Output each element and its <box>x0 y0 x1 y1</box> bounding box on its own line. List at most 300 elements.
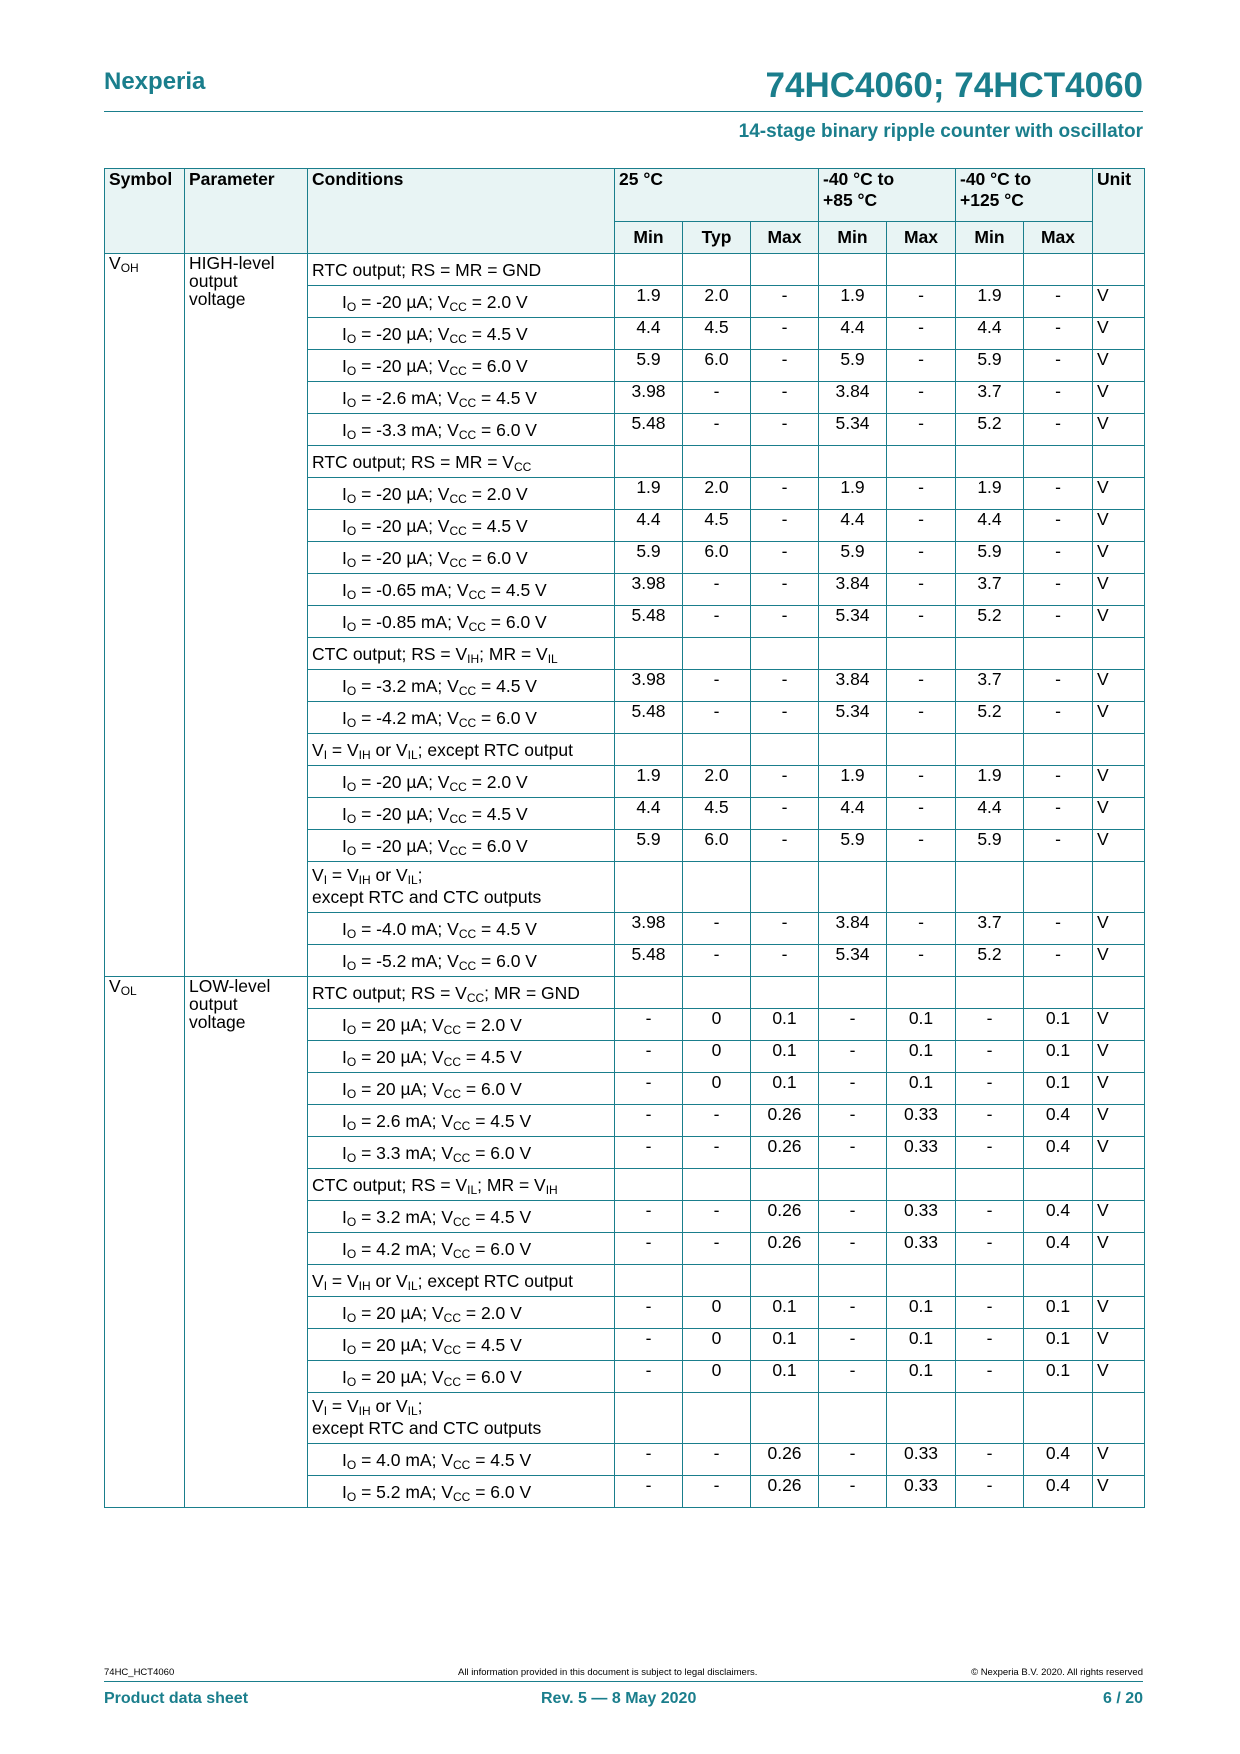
value-cell: - <box>1024 702 1093 734</box>
condition-cell: $I_O = 3.2$ mA; $V_{CC} = 4.5$ V <box>308 1201 615 1233</box>
value-cell: 0.1 <box>1024 1329 1093 1361</box>
value-cell: - <box>751 382 819 414</box>
value-cell: - <box>683 414 751 446</box>
value-cell <box>1024 977 1093 1009</box>
value-cell <box>683 446 751 478</box>
symbol-base: V <box>109 976 121 996</box>
value-cell: - <box>683 913 751 945</box>
condition-cell: $I_O = -5.2$ mA; $V_{CC} = 6.0$ V <box>308 945 615 977</box>
condition-cell: RTC output; RS = $V_{CC}$; MR = GND <box>308 977 615 1009</box>
value-cell: 0.1 <box>1024 1009 1093 1041</box>
value-cell: 0.4 <box>1024 1476 1093 1508</box>
value-cell: - <box>1024 606 1093 638</box>
value-cell: - <box>615 1297 683 1329</box>
value-cell <box>819 1169 887 1201</box>
header-conditions: Conditions <box>308 169 615 254</box>
condition-cell: $I_O = -20$ µA; $V_{CC} = 2.0$ V <box>308 286 615 318</box>
value-cell: 5.9 <box>819 350 887 382</box>
value-cell: 0.1 <box>751 1041 819 1073</box>
value-cell <box>1024 734 1093 766</box>
value-cell: 4.4 <box>956 510 1024 542</box>
value-cell: 5.2 <box>956 945 1024 977</box>
value-cell: 5.9 <box>819 830 887 862</box>
value-cell: 5.48 <box>615 414 683 446</box>
value-cell: 6.0 <box>683 350 751 382</box>
value-cell: 0 <box>683 1297 751 1329</box>
value-cell: - <box>683 1233 751 1265</box>
value-cell: - <box>615 1137 683 1169</box>
value-cell: - <box>1024 766 1093 798</box>
value-cell: - <box>1024 542 1093 574</box>
value-cell <box>751 977 819 1009</box>
value-cell: 3.7 <box>956 382 1024 414</box>
value-cell: - <box>683 1476 751 1508</box>
condition-cell: $I_O = 2.6$ mA; $V_{CC} = 4.5$ V <box>308 1105 615 1137</box>
parameter-cell: LOW-level output voltage <box>185 977 308 1508</box>
condition-cell: $I_O = 4.2$ mA; $V_{CC} = 6.0$ V <box>308 1233 615 1265</box>
value-cell <box>956 254 1024 286</box>
value-cell: - <box>615 1073 683 1105</box>
value-cell: 0.1 <box>1024 1361 1093 1393</box>
value-cell: - <box>1024 318 1093 350</box>
value-cell: 0.26 <box>751 1233 819 1265</box>
value-cell <box>1024 254 1093 286</box>
value-cell: 0.1 <box>887 1329 956 1361</box>
value-cell: 0 <box>683 1041 751 1073</box>
value-cell <box>887 734 956 766</box>
value-cell <box>615 254 683 286</box>
condition-cell: $I_O = 20$ µA; $V_{CC} = 6.0$ V <box>308 1361 615 1393</box>
value-cell: 0.1 <box>751 1073 819 1105</box>
value-cell: 0.1 <box>751 1361 819 1393</box>
value-cell: - <box>956 1297 1024 1329</box>
header-min: Min <box>956 222 1024 254</box>
value-cell <box>751 1393 819 1444</box>
value-cell: - <box>887 318 956 350</box>
unit-cell <box>1093 1169 1145 1201</box>
value-cell: 0.33 <box>887 1444 956 1476</box>
value-cell: 5.9 <box>615 830 683 862</box>
condition-cell: $I_O = -20$ µA; $V_{CC} = 6.0$ V <box>308 350 615 382</box>
value-cell: 5.9 <box>956 350 1024 382</box>
value-cell: - <box>887 414 956 446</box>
value-cell: - <box>615 1105 683 1137</box>
value-cell <box>956 1393 1024 1444</box>
unit-cell <box>1093 254 1145 286</box>
value-cell: - <box>683 1105 751 1137</box>
value-cell: - <box>751 913 819 945</box>
value-cell: 3.98 <box>615 574 683 606</box>
value-cell: 0.26 <box>751 1476 819 1508</box>
value-cell: 4.4 <box>615 798 683 830</box>
value-cell: - <box>819 1201 887 1233</box>
value-cell: - <box>683 606 751 638</box>
value-cell: 3.7 <box>956 574 1024 606</box>
value-cell: 1.9 <box>819 286 887 318</box>
value-cell: - <box>819 1137 887 1169</box>
unit-cell: V <box>1093 1297 1145 1329</box>
value-cell <box>751 638 819 670</box>
value-cell: - <box>819 1329 887 1361</box>
condition-cell: $I_O = -2.6$ mA; $V_{CC} = 4.5$ V <box>308 382 615 414</box>
header-symbol: Symbol <box>105 169 185 254</box>
value-cell: 5.34 <box>819 945 887 977</box>
value-cell: 3.84 <box>819 574 887 606</box>
value-cell: - <box>956 1201 1024 1233</box>
value-cell: - <box>751 414 819 446</box>
value-cell: 0.26 <box>751 1105 819 1137</box>
symbol-subscript: OH <box>120 261 139 275</box>
value-cell: - <box>615 1361 683 1393</box>
value-cell: - <box>683 382 751 414</box>
value-cell: - <box>819 1073 887 1105</box>
value-cell: 5.34 <box>819 606 887 638</box>
unit-cell: V <box>1093 574 1145 606</box>
condition-cell: $I_O = 20$ µA; $V_{CC} = 2.0$ V <box>308 1009 615 1041</box>
value-cell: 0 <box>683 1073 751 1105</box>
value-cell: - <box>1024 670 1093 702</box>
unit-cell: V <box>1093 945 1145 977</box>
value-cell: 0.1 <box>887 1361 956 1393</box>
value-cell <box>615 1169 683 1201</box>
value-cell: 4.5 <box>683 510 751 542</box>
value-cell: - <box>887 574 956 606</box>
condition-cell: $I_O = -20$ µA; $V_{CC} = 6.0$ V <box>308 542 615 574</box>
value-cell: - <box>683 670 751 702</box>
value-cell: - <box>887 510 956 542</box>
value-cell: 0 <box>683 1329 751 1361</box>
value-cell: 5.48 <box>615 606 683 638</box>
value-cell: 4.4 <box>819 510 887 542</box>
unit-cell: V <box>1093 1073 1145 1105</box>
value-cell: - <box>887 670 956 702</box>
value-cell <box>683 638 751 670</box>
value-cell: - <box>615 1009 683 1041</box>
value-cell: - <box>887 830 956 862</box>
value-cell: - <box>887 286 956 318</box>
unit-cell: V <box>1093 1137 1145 1169</box>
value-cell: 1.9 <box>956 478 1024 510</box>
value-cell: - <box>956 1233 1024 1265</box>
footer-copyright: © Nexperia B.V. 2020. All rights reserved <box>971 1667 1143 1678</box>
value-cell <box>956 734 1024 766</box>
value-cell <box>1024 1265 1093 1297</box>
condition-cell: $I_O = -20$ µA; $V_{CC} = 4.5$ V <box>308 510 615 542</box>
value-cell: - <box>1024 798 1093 830</box>
condition-cell: $V_I = V_{IH}$ or $V_{IL}$; except RTC and CTC outputs <box>308 1393 615 1444</box>
value-cell: - <box>819 1476 887 1508</box>
value-cell: - <box>1024 830 1093 862</box>
symbol-subscript: OL <box>120 984 137 998</box>
value-cell: - <box>887 798 956 830</box>
value-cell <box>819 977 887 1009</box>
value-cell: - <box>956 1041 1024 1073</box>
value-cell: 0.1 <box>887 1041 956 1073</box>
value-cell: 0.4 <box>1024 1137 1093 1169</box>
value-cell: 4.4 <box>956 798 1024 830</box>
unit-cell: V <box>1093 510 1145 542</box>
value-cell: - <box>751 542 819 574</box>
condition-cell: $I_O = -0.65$ mA; $V_{CC} = 4.5$ V <box>308 574 615 606</box>
value-cell: - <box>819 1041 887 1073</box>
value-cell: - <box>1024 382 1093 414</box>
value-cell: - <box>683 945 751 977</box>
value-cell: 0.33 <box>887 1233 956 1265</box>
value-cell: 0.26 <box>751 1201 819 1233</box>
value-cell <box>751 446 819 478</box>
value-cell: 0.26 <box>751 1444 819 1476</box>
value-cell: 4.4 <box>819 798 887 830</box>
condition-cell: $I_O = -20$ µA; $V_{CC} = 6.0$ V <box>308 830 615 862</box>
value-cell <box>887 446 956 478</box>
value-cell: - <box>956 1476 1024 1508</box>
value-cell: 0.33 <box>887 1476 956 1508</box>
value-cell: - <box>887 913 956 945</box>
value-cell: 5.9 <box>819 542 887 574</box>
header-temp-25: 25 °C <box>615 169 819 222</box>
value-cell: - <box>751 830 819 862</box>
value-cell: - <box>1024 350 1093 382</box>
value-cell: - <box>751 574 819 606</box>
value-cell <box>683 1265 751 1297</box>
value-cell <box>683 254 751 286</box>
value-cell: 0.4 <box>1024 1444 1093 1476</box>
value-cell: - <box>751 798 819 830</box>
value-cell: 4.4 <box>615 318 683 350</box>
value-cell <box>683 1169 751 1201</box>
unit-cell: V <box>1093 350 1145 382</box>
unit-cell: V <box>1093 1444 1145 1476</box>
value-cell <box>819 638 887 670</box>
value-cell: 1.9 <box>956 766 1024 798</box>
value-cell: - <box>751 286 819 318</box>
value-cell: - <box>751 945 819 977</box>
condition-cell: $V_I = V_{IH}$ or $V_{IL}$; except RTC output <box>308 734 615 766</box>
footer-page-number: 6 / 20 <box>1102 1690 1143 1707</box>
unit-cell <box>1093 1265 1145 1297</box>
value-cell: 0.4 <box>1024 1233 1093 1265</box>
value-cell: 2.0 <box>683 766 751 798</box>
header-parameter: Parameter <box>185 169 308 254</box>
value-cell <box>1024 446 1093 478</box>
header-unit: Unit <box>1093 169 1145 254</box>
value-cell: - <box>1024 574 1093 606</box>
condition-heading-row <box>105 977 1145 1009</box>
value-cell: 5.34 <box>819 702 887 734</box>
header-min: Min <box>819 222 887 254</box>
value-cell: - <box>615 1201 683 1233</box>
table-body <box>105 254 1145 1508</box>
value-cell: - <box>1024 510 1093 542</box>
value-cell: 0.26 <box>751 1137 819 1169</box>
value-cell: 5.9 <box>615 350 683 382</box>
footer-disclaimer: All information provided in this document is subject to legal disclaimers. <box>458 1667 758 1678</box>
value-cell <box>615 734 683 766</box>
unit-cell: V <box>1093 1201 1145 1233</box>
value-cell: 4.4 <box>956 318 1024 350</box>
value-cell: 0.1 <box>1024 1073 1093 1105</box>
value-cell <box>819 734 887 766</box>
header-temp-85-text: -40 °C to +85 °C <box>823 169 895 210</box>
value-cell <box>615 977 683 1009</box>
value-cell: 5.2 <box>956 414 1024 446</box>
value-cell: - <box>751 318 819 350</box>
value-cell: 4.4 <box>615 510 683 542</box>
value-cell: - <box>751 510 819 542</box>
value-cell: - <box>887 702 956 734</box>
value-cell: 1.9 <box>819 478 887 510</box>
unit-cell: V <box>1093 1476 1145 1508</box>
value-cell: 5.48 <box>615 945 683 977</box>
part-number: 74HC4060; 74HCT4060 <box>765 66 1143 105</box>
value-cell: 0.1 <box>751 1329 819 1361</box>
value-cell: - <box>956 1105 1024 1137</box>
unit-cell: V <box>1093 414 1145 446</box>
value-cell: - <box>1024 286 1093 318</box>
value-cell: - <box>956 1073 1024 1105</box>
condition-cell: $I_O = -4.2$ mA; $V_{CC} = 6.0$ V <box>308 702 615 734</box>
value-cell: 0.33 <box>887 1201 956 1233</box>
value-cell: - <box>683 702 751 734</box>
value-cell: - <box>1024 478 1093 510</box>
value-cell: 5.9 <box>615 542 683 574</box>
value-cell: - <box>887 478 956 510</box>
condition-cell: $I_O = -20$ µA; $V_{CC} = 4.5$ V <box>308 798 615 830</box>
value-cell: 1.9 <box>819 766 887 798</box>
condition-cell: $V_I = V_{IH}$ or $V_{IL}$; except RTC and CTC outputs <box>308 862 615 913</box>
value-cell <box>956 638 1024 670</box>
value-cell <box>956 1265 1024 1297</box>
value-cell: - <box>887 350 956 382</box>
condition-cell: $I_O = 20$ µA; $V_{CC} = 2.0$ V <box>308 1297 615 1329</box>
value-cell: - <box>819 1233 887 1265</box>
condition-cell: $I_O = -20$ µA; $V_{CC} = 2.0$ V <box>308 766 615 798</box>
value-cell: 1.9 <box>615 766 683 798</box>
value-cell: 2.0 <box>683 478 751 510</box>
value-cell <box>819 254 887 286</box>
condition-cell: $I_O = -4.0$ mA; $V_{CC} = 4.5$ V <box>308 913 615 945</box>
condition-heading-row <box>105 254 1145 286</box>
value-cell: - <box>887 606 956 638</box>
value-cell: - <box>683 1444 751 1476</box>
condition-cell: $I_O = 20$ µA; $V_{CC} = 4.5$ V <box>308 1329 615 1361</box>
unit-cell <box>1093 638 1145 670</box>
unit-cell: V <box>1093 542 1145 574</box>
unit-cell: V <box>1093 1329 1145 1361</box>
value-cell <box>1024 1393 1093 1444</box>
value-cell: - <box>615 1041 683 1073</box>
value-cell: - <box>887 542 956 574</box>
condition-cell: $I_O = -3.2$ mA; $V_{CC} = 4.5$ V <box>308 670 615 702</box>
value-cell <box>887 1265 956 1297</box>
value-cell <box>887 254 956 286</box>
condition-cell: $V_I = V_{IH}$ or $V_{IL}$; except RTC output <box>308 1265 615 1297</box>
value-cell: - <box>615 1476 683 1508</box>
header-temp-85 <box>819 169 956 222</box>
condition-cell: $I_O = -0.85$ mA; $V_{CC} = 6.0$ V <box>308 606 615 638</box>
unit-cell <box>1093 1393 1145 1444</box>
header-max: Max <box>751 222 819 254</box>
footer-doc-id: 74HC_HCT4060 <box>104 1667 175 1678</box>
header-max: Max <box>1024 222 1093 254</box>
value-cell <box>819 1265 887 1297</box>
value-cell: 3.7 <box>956 670 1024 702</box>
value-cell: - <box>819 1361 887 1393</box>
value-cell: 2.0 <box>683 286 751 318</box>
unit-cell: V <box>1093 286 1145 318</box>
value-cell: 5.48 <box>615 702 683 734</box>
value-cell <box>956 446 1024 478</box>
value-cell: - <box>1024 414 1093 446</box>
value-cell: - <box>956 1137 1024 1169</box>
value-cell <box>615 862 683 913</box>
value-cell: 0.1 <box>887 1009 956 1041</box>
condition-cell: $I_O = 3.3$ mA; $V_{CC} = 6.0$ V <box>308 1137 615 1169</box>
condition-cell: $I_O = 20$ µA; $V_{CC} = 4.5$ V <box>308 1041 615 1073</box>
value-cell: - <box>956 1009 1024 1041</box>
value-cell <box>956 862 1024 913</box>
value-cell <box>683 977 751 1009</box>
value-cell: 6.0 <box>683 830 751 862</box>
value-cell: 3.98 <box>615 913 683 945</box>
value-cell: 3.98 <box>615 670 683 702</box>
symbol-base: V <box>109 253 121 273</box>
value-cell: 3.84 <box>819 382 887 414</box>
value-cell <box>683 862 751 913</box>
unit-cell: V <box>1093 670 1145 702</box>
value-cell: - <box>751 670 819 702</box>
value-cell <box>615 1393 683 1444</box>
value-cell: 0.33 <box>887 1137 956 1169</box>
value-cell <box>751 1169 819 1201</box>
footer-doc-type: Product data sheet <box>104 1690 249 1707</box>
value-cell: 0.4 <box>1024 1201 1093 1233</box>
unit-cell <box>1093 734 1145 766</box>
value-cell: 0.1 <box>887 1073 956 1105</box>
value-cell: 1.9 <box>956 286 1024 318</box>
value-cell <box>887 1393 956 1444</box>
symbol-cell <box>105 977 185 1508</box>
unit-cell: V <box>1093 1041 1145 1073</box>
value-cell <box>751 1265 819 1297</box>
value-cell: - <box>956 1361 1024 1393</box>
value-cell: - <box>887 945 956 977</box>
value-cell: 0.1 <box>1024 1297 1093 1329</box>
unit-cell <box>1093 446 1145 478</box>
footer-revision: Rev. 5 — 8 May 2020 <box>541 1690 697 1707</box>
value-cell <box>751 254 819 286</box>
value-cell: 6.0 <box>683 542 751 574</box>
unit-cell: V <box>1093 798 1145 830</box>
unit-cell: V <box>1093 1105 1145 1137</box>
value-cell <box>683 1393 751 1444</box>
value-cell <box>751 734 819 766</box>
unit-cell: V <box>1093 382 1145 414</box>
unit-cell: V <box>1093 766 1145 798</box>
value-cell: - <box>751 702 819 734</box>
value-cell: 0.1 <box>751 1009 819 1041</box>
value-cell: 5.34 <box>819 414 887 446</box>
value-cell: 3.7 <box>956 913 1024 945</box>
header-temp-125 <box>956 169 1093 222</box>
condition-cell: $I_O = 4.0$ mA; $V_{CC} = 4.5$ V <box>308 1444 615 1476</box>
value-cell <box>1024 638 1093 670</box>
unit-cell: V <box>1093 1361 1145 1393</box>
value-cell: 5.2 <box>956 702 1024 734</box>
condition-cell: $I_O = 5.2$ mA; $V_{CC} = 6.0$ V <box>308 1476 615 1508</box>
value-cell: 0.1 <box>751 1297 819 1329</box>
value-cell <box>887 977 956 1009</box>
